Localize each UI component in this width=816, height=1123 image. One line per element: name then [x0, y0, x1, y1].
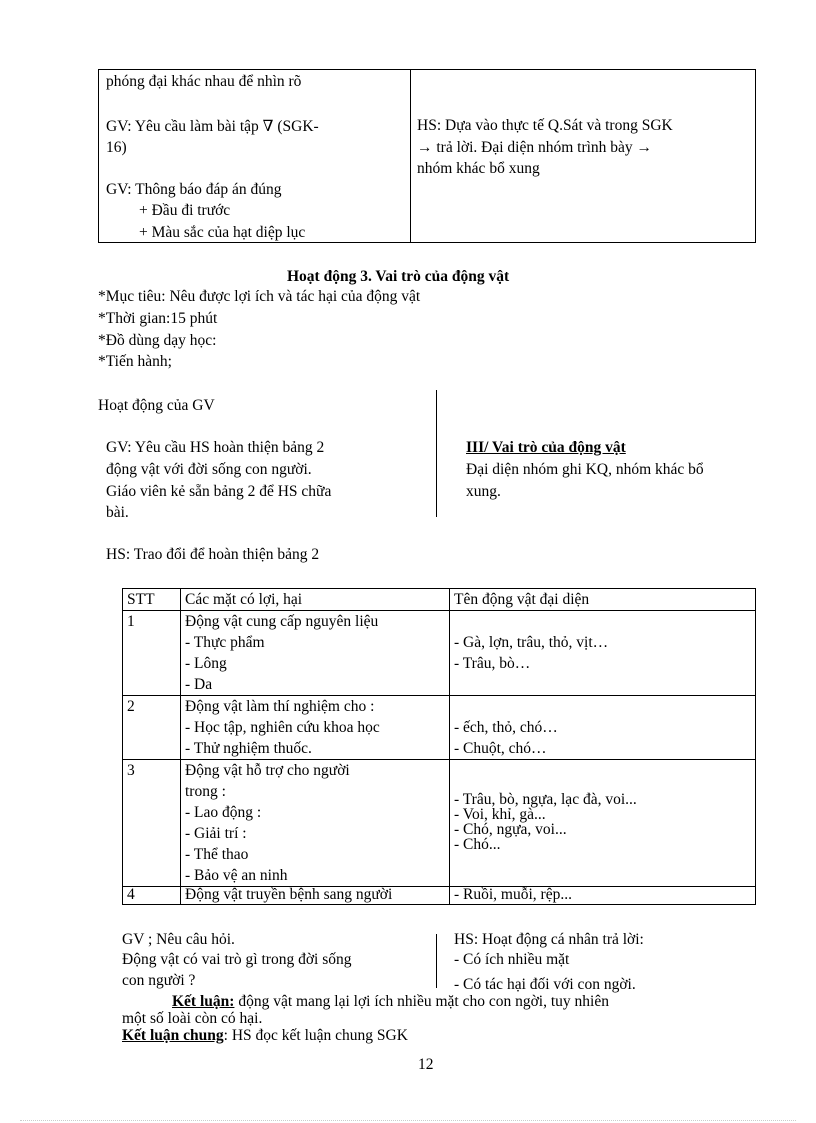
- top-left-line-5: + Đầu đi trước: [139, 202, 231, 219]
- animal-line: - Chuột, chó…: [454, 740, 547, 757]
- top-right-line-2: → trả lời. Đại diện nhóm trình bày →: [417, 139, 653, 156]
- aspect-line: Động vật truyền bệnh sang người: [185, 886, 393, 903]
- conclusion-label: Kết luận:: [172, 993, 235, 1010]
- row-aspects: [181, 887, 450, 905]
- gv-line-1: GV: Yêu cầu HS hoàn thiện bảng 2: [106, 439, 325, 456]
- aspect-line: - Bảo vệ an ninh: [185, 867, 288, 884]
- qa-divider: [436, 934, 437, 988]
- animal-line: - ếch, thỏ, chó…: [454, 719, 558, 736]
- row-stt: 2: [123, 696, 181, 760]
- top-left-line-1: phóng đại khác nhau để nhìn rõ: [106, 73, 302, 90]
- row-aspects: [181, 611, 450, 696]
- page-number: 12: [418, 1056, 434, 1073]
- hs-exchange-line: HS: Trao đổi để hoàn thiện bảng 2: [106, 546, 320, 563]
- animal-line: [454, 611, 751, 632]
- row-stt: 4: [123, 887, 181, 905]
- row-animals: [450, 611, 756, 696]
- table-row: [123, 696, 756, 760]
- header-aspects: Các mặt có lợi, hại: [181, 589, 450, 611]
- animal-roles-table: [122, 588, 756, 905]
- table-row: [123, 887, 756, 905]
- row-aspects: [181, 696, 450, 760]
- conclusion-text: động vật mang lại lợi ích nhiều mặt cho con ngời, tuy nhiên: [234, 993, 609, 1010]
- animal-line: - Voi, khỉ, gà...: [454, 806, 546, 823]
- top-table-divider: [410, 70, 411, 242]
- aspect-line: - Giải trí :: [185, 825, 247, 842]
- animal-line: - Gà, lợn, trâu, thỏ, vịt…: [454, 634, 609, 651]
- qa-left-line-2: Động vật có vai trò gì trong đời sống: [122, 951, 352, 968]
- row-animals: [450, 696, 756, 760]
- activity-materials: *Đồ dùng dạy học:: [98, 332, 217, 349]
- activity-time: *Thời gian:15 phút: [98, 310, 218, 327]
- qa-left-line-1: GV ; Nêu câu hỏi.: [122, 931, 235, 948]
- animal-line: - Trâu, bò, ngựa, lạc đà, voi...: [454, 791, 637, 808]
- top-left-line-2: GV: Yêu cầu làm bài tập ∇ (SGK-: [106, 118, 319, 135]
- aspect-line: - Thực phẩm: [185, 634, 265, 651]
- row-animals: [450, 887, 756, 905]
- top-table-box: [98, 69, 756, 243]
- aspect-line: Động vật làm thí nghiệm cho :: [185, 698, 375, 715]
- top-right-line-3: nhóm khác bổ xung: [417, 160, 540, 177]
- table-row: [123, 760, 756, 887]
- qa-right-line-3: - Có tác hại đối với con ngời.: [454, 976, 636, 993]
- gv-line-4: bài.: [106, 504, 129, 521]
- row-animals: [450, 760, 756, 887]
- header-animals: Tên động vật đại diện: [450, 589, 756, 611]
- row-stt: 3: [123, 760, 181, 887]
- aspect-line: - Da: [185, 676, 213, 693]
- section-heading-roles: III/ Vai trò của động vật: [466, 439, 626, 456]
- conclusion-line: [172, 993, 609, 1011]
- activity-heading: Hoạt động 3. Vai trò của động vật: [287, 268, 510, 285]
- conclusion-line-2: một số loài còn có hại.: [122, 1010, 263, 1027]
- activity-procedure: *Tiến hành;: [98, 353, 172, 370]
- qa-left-line-3: con người ?: [122, 972, 196, 989]
- aspect-line: Động vật hỗ trợ cho người: [185, 762, 350, 779]
- page-bottom-border: [20, 1120, 796, 1121]
- aspect-line: - Lông: [185, 655, 227, 672]
- aspect-line: - Thể thao: [185, 846, 249, 863]
- column-divider: [436, 390, 437, 517]
- qa-right-line-1: HS: Hoạt động cá nhân trả lời:: [454, 931, 644, 948]
- aspect-line: - Lao động :: [185, 804, 262, 821]
- general-conclusion-line: [122, 1027, 408, 1045]
- general-conclusion-text: : HS đọc kết luận chung SGK: [223, 1027, 408, 1044]
- header-stt: STT: [123, 589, 181, 611]
- top-left-line-6: + Màu sắc của hạt diệp lục: [139, 224, 306, 241]
- animal-line: - Ruồi, muỗi, rệp...: [454, 886, 572, 903]
- qa-right-line-2: - Có ích nhiều mặt: [454, 951, 570, 968]
- top-left-line-4: GV: Thông báo đáp án đúng: [106, 181, 282, 198]
- top-right-line-1: HS: Dựa vào thực tế Q.Sát và trong SGK: [417, 117, 673, 134]
- gv-line-3: Giáo viên kẻ sẵn bảng 2 để HS chữa: [106, 483, 332, 500]
- animal-line: [454, 696, 751, 717]
- animal-line: - Chó...: [454, 836, 501, 853]
- table-row: [123, 611, 756, 696]
- aspect-line: Động vật cung cấp nguyên liệu: [185, 613, 379, 630]
- hs-line-1: Đại diện nhóm ghi KQ, nhóm khác bổ: [466, 461, 704, 478]
- activity-objective: *Mục tiêu: Nêu được lợi ích và tác hại của động vật: [98, 288, 421, 305]
- aspect-line: - Thử nghiệm thuốc.: [185, 740, 312, 757]
- general-conclusion-label: Kết luận chung: [122, 1027, 224, 1044]
- table-header-row: [123, 589, 756, 611]
- animal-line: - Chó, ngựa, voi...: [454, 821, 567, 838]
- top-left-line-3: 16): [106, 139, 127, 156]
- aspect-line: - Học tập, nghiên cứu khoa học: [185, 719, 380, 736]
- gv-line-2: động vật với đời sống con người.: [106, 461, 312, 478]
- row-stt: 1: [123, 611, 181, 696]
- hs-line-2: xung.: [466, 483, 501, 500]
- animal-line: - Trâu, bò…: [454, 655, 531, 672]
- row-aspects: [181, 760, 450, 887]
- gv-activity-title: Hoạt động của GV: [98, 397, 215, 414]
- aspect-line: trong :: [185, 783, 226, 800]
